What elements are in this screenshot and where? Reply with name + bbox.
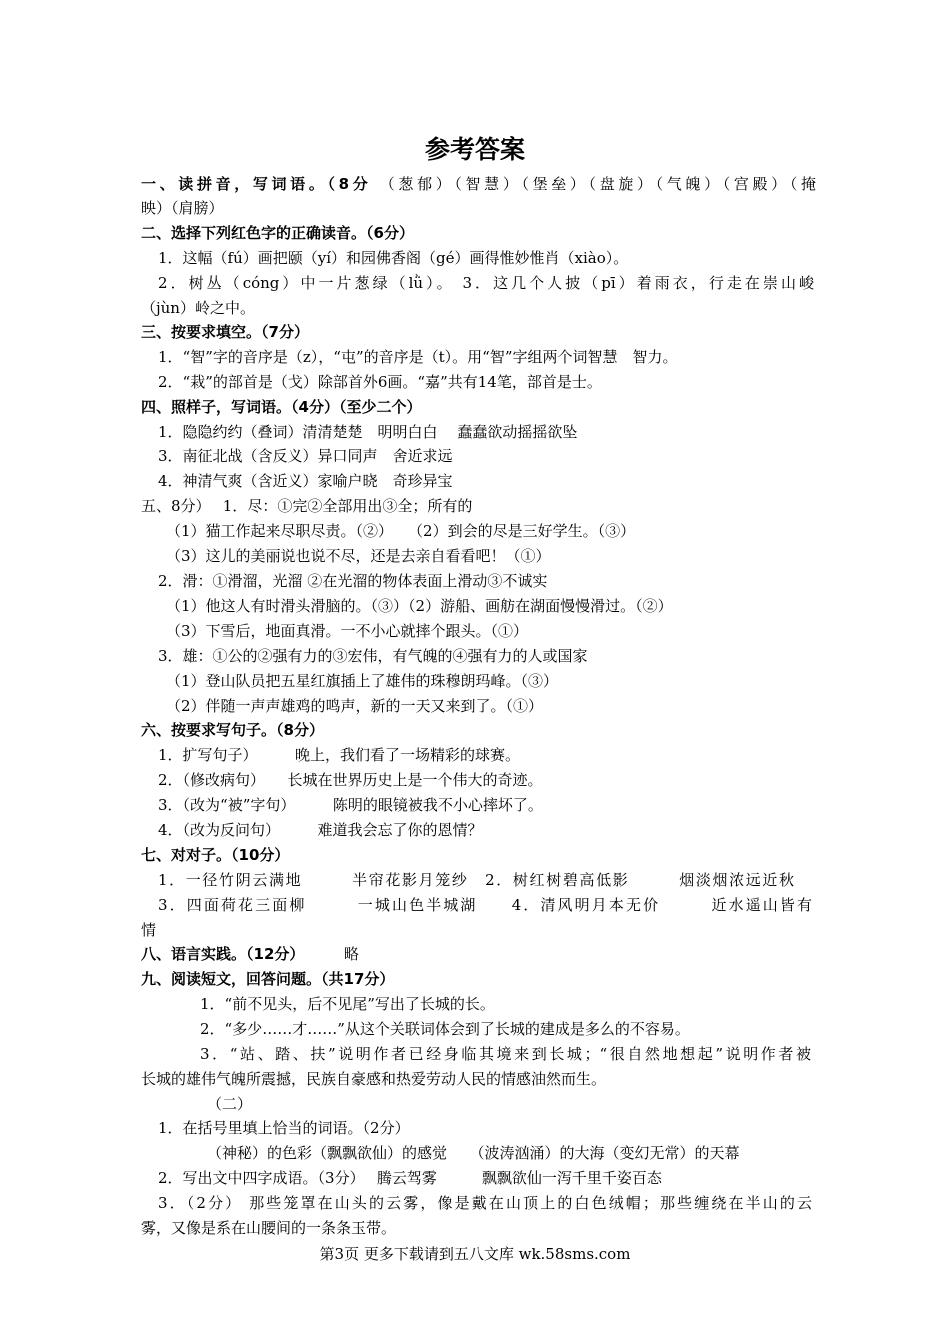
page-footer: 第3页 更多下载请到五八文库 wk.58sms.com: [319, 1245, 631, 1263]
section-9-line-8: 2．写出文中四字成语。（3分） 腾云驾雾 飘飘欲仙一泻千里千姿百态: [158, 1169, 662, 1187]
section-4-heading: 四、照样子，写词语。（4分）（至少二个）: [141, 398, 422, 416]
section-5-line-7: （1）登山队员把五星红旗插上了雄伟的珠穆朗玛峰。（③）: [166, 672, 559, 690]
section-3-line-1: 1．“智”字的音序是（z），“屯”的音序是（t）。用“智”字组两个词智慧 智力。: [158, 348, 678, 366]
section-1-continuation: 映）（肩膀）: [141, 199, 224, 217]
section-9-line-7: （神秘）的色彩（飘飘欲仙）的感觉 （波涛汹涌）的大海（变幻无常）的天幕: [207, 1144, 740, 1162]
page-title: 参考答案: [424, 135, 525, 164]
section-7-line-2: 3．四面荷花三面柳 一城山色半城湖 4．清风明月本无价 近水遥山皆有: [158, 896, 812, 914]
section-9-line-9: 3．（2分） 那些笼罩在山头的云雾，像是戴在山顶上的白色绒帽；那些缠绕在半山的云: [158, 1194, 812, 1212]
section-4-line-1: 1．隐隐约约（叠词）清清楚楚 明明白白 蠢蠢欲动摇摇欲坠: [158, 423, 578, 441]
section-5-line-5: （3）下雪后，地面真滑。一不小心就摔个跟头。（①）: [166, 622, 529, 640]
section-5-line-8: （2）伴随一声声雄鸡的鸣声，新的一天又来到了。（①）: [166, 697, 544, 715]
section-8-heading: 八、语言实践。（12分）: [141, 945, 305, 963]
section-7-line-1: 1．一径竹阴云满地 半帘花影月笼纱 2．树红树碧高低影 烟淡烟浓远近秋: [158, 871, 794, 889]
section-1-line: [141, 174, 816, 194]
section-2-heading: 二、选择下列红色字的正确读音。（6分）: [141, 224, 414, 242]
section-6-line-2: 2．（修改病句） 长城在世界历史上是一个伟大的奇迹。: [158, 771, 543, 789]
section-3-heading: 三、按要求填空。（7分）: [141, 323, 309, 341]
section-3-line-2: 2．“栽”的部首是（戈）除部首外6画。“嘉”共有14笔，部首是士。: [158, 373, 602, 391]
section-8-line: [141, 944, 816, 964]
section-9-line-4: 长城的雄伟气魄所震撼，民族自豪感和热爱劳动人民的情感油然而生。: [141, 1070, 607, 1088]
section-9-heading: 九、阅读短文，回答问题。（共17分）: [141, 970, 395, 988]
section-1-heading: 一、读拼音，写词语。（8分: [141, 175, 372, 193]
section-9-line-10: 雾，又像是系在山腰间的一条条玉带。: [141, 1219, 397, 1237]
section-1-answers: （葱郁）（智慧）（堡垒）（盘旋）（气魄）（宫殿）（掩: [379, 175, 816, 193]
section-6-heading: 六、按要求写句子。（8分）: [141, 721, 324, 739]
section-4-line-2: 3．南征北战（含反义）异口同声 舍近求远: [158, 447, 453, 465]
section-2-line-2: 2．树丛（cóng）中一片葱绿（lǜ）。 3．这几个人披（pī）着雨衣，行走在崇山峻: [158, 274, 814, 292]
section-5-heading: 五、8分） 1．尽：①完②全部用出③全；所有的: [141, 497, 473, 515]
section-9-line-1: 1．“前不见头，后不见尾”写出了长城的长。: [200, 995, 495, 1013]
section-5-line-6: 3．雄：①公的②强有力的③宏伟，有气魄的④强有力的人或国家: [158, 647, 588, 665]
section-5-line-2: （3）这儿的美丽说也说不尽，还是去亲自看看吧！（①）: [166, 547, 551, 565]
section-7-line-3: 情: [141, 921, 157, 939]
section-9-line-6: 1．在括号里填上恰当的词语。（2分）: [158, 1119, 410, 1137]
section-6-line-4: 4．（改为反问句） 难道我会忘了你的恩情？: [158, 821, 483, 839]
section-7-heading: 七、对对子。（10分）: [141, 846, 290, 864]
section-6-line-3: 3．（改为“被”字句） 陈明的眼镜被我不小心摔坏了。: [158, 796, 543, 814]
section-9-part-2-heading: （二）: [207, 1095, 253, 1113]
section-4-line-3: 4．神清气爽（含近义）家喻户晓 奇珍异宝: [158, 472, 453, 490]
section-5-line-4: （1）他这人有时滑头滑脑的。（③）（2）游船、画舫在湖面慢慢滑过。（②）: [166, 597, 673, 615]
section-9-line-3: 3．“站、踏、扶”说明作者已经身临其境来到长城；“很自然地想起”说明作者被: [200, 1045, 811, 1063]
section-5-line-3: 2．滑：①滑溜，光溜 ②在光溜的物体表面上滑动③不诚实: [158, 572, 548, 590]
section-2-line-1: 1．这幅（fú）画把颐（yí）和园佛香阁（gé）画得惟妙惟肖（xiào）。: [158, 249, 629, 267]
section-9-line-2: 2．“多少……才……”从这个关联词体会到了长城的建成是多么的不容易。: [200, 1020, 690, 1038]
section-2-line-3: （jùn）岭之中。: [141, 299, 255, 317]
section-5-line-1: （1）猫工作起来尽职尽责。（②） （2）到会的尽是三好学生。（③）: [166, 522, 636, 540]
section-6-line-1: 1．扩写句子） 晚上，我们看了一场精彩的球赛。: [158, 746, 521, 764]
section-8-answer: 略: [343, 945, 359, 963]
